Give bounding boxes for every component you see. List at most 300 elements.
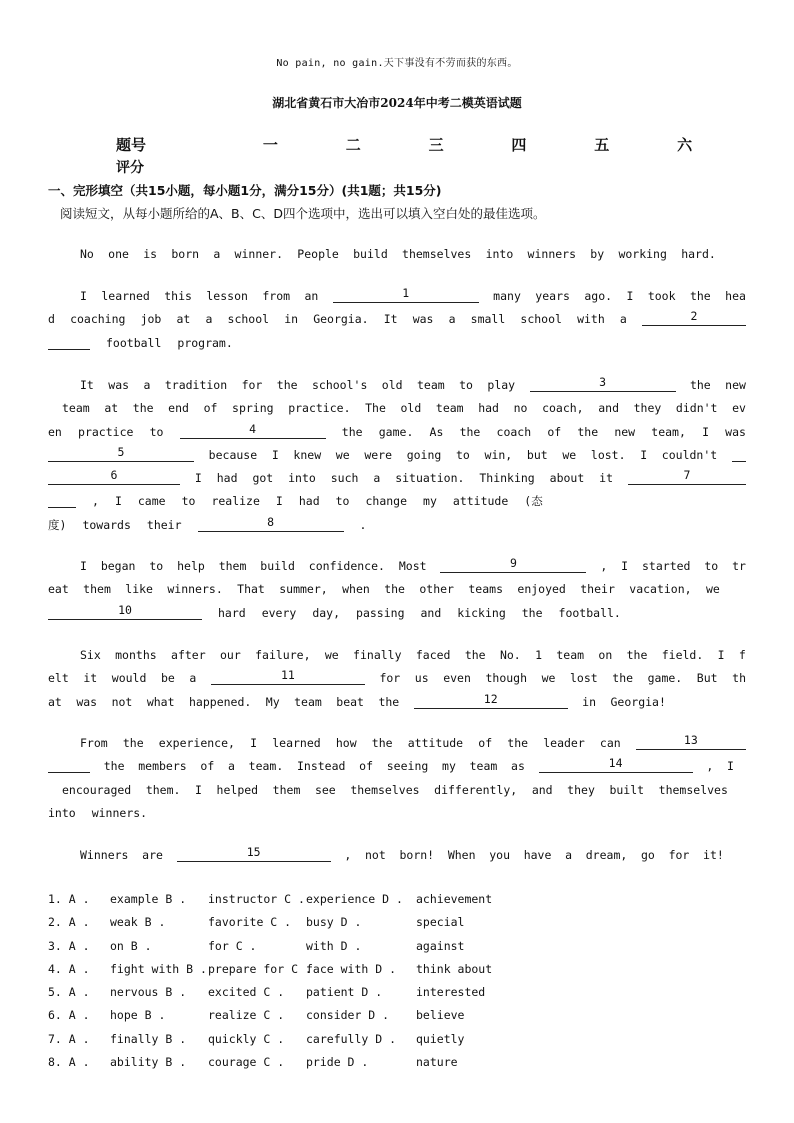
passage-word: a <box>619 312 627 327</box>
option-row <box>48 1004 568 1027</box>
option-number: 6. A . <box>48 1008 90 1023</box>
passage-word: team. <box>248 759 284 774</box>
passage-word: I <box>717 648 725 662</box>
passage-word: school <box>227 312 270 327</box>
passage-word: team <box>294 694 322 709</box>
option-d[interactable]: nature <box>416 1055 458 1070</box>
passage-word: a <box>373 471 381 486</box>
passage-word: built <box>609 782 645 797</box>
passage-word: with <box>577 312 605 327</box>
passage-line <box>48 555 746 578</box>
passage-word: game. <box>378 424 414 439</box>
option-d[interactable]: quietly <box>416 1031 465 1046</box>
passage-word: at <box>48 694 62 709</box>
passage-word: play <box>487 378 516 392</box>
blank-6[interactable]: 6 <box>48 467 180 485</box>
option-d[interactable]: against <box>416 938 465 953</box>
passage-word: were <box>364 447 393 462</box>
passage-word: but <box>526 447 548 462</box>
passage-word: No. <box>499 648 521 662</box>
passage-word: after <box>171 648 206 662</box>
passage-word: beat <box>336 694 364 709</box>
passage-word: have <box>523 848 552 862</box>
passage-word: , <box>344 848 352 862</box>
option-number: 3. A . <box>48 938 90 953</box>
score-column-6: 六 <box>677 136 693 154</box>
passage-word: help <box>177 559 205 573</box>
passage-word: the <box>341 424 363 439</box>
passage-word: them <box>83 582 111 597</box>
passage-word: it! <box>703 848 724 862</box>
passage-word: ev <box>732 401 746 416</box>
blank-14[interactable]: 14 <box>539 755 693 773</box>
blank-3[interactable]: 3 <box>530 374 676 392</box>
option-c[interactable]: consider D . <box>306 1008 390 1023</box>
option-c[interactable]: carefully D . <box>306 1031 397 1046</box>
passage-line <box>48 308 746 331</box>
section-instruction: 阅读短文，从每小题所给的A、B、C、D四个选项中，选出可以填入空白处的最佳选项。 <box>60 206 546 221</box>
passage-word: field. <box>661 648 704 662</box>
passage-word: When <box>447 848 476 862</box>
passage-word: build <box>260 559 295 573</box>
passage-word: the <box>464 648 486 662</box>
passage-word: tradition <box>164 378 228 392</box>
option-d[interactable]: think about <box>416 961 493 976</box>
passage-line: 度) towards their 8 . <box>48 514 746 537</box>
passage-word: ago. <box>584 289 613 303</box>
blank-9[interactable]: 9 <box>440 555 586 573</box>
passage-word: th <box>732 671 746 686</box>
blank-2[interactable]: 2 <box>642 308 746 326</box>
passage-word: the <box>521 605 543 620</box>
passage-word: other <box>419 582 454 597</box>
score-column-4: 四 <box>511 136 527 154</box>
option-a[interactable]: on B . <box>110 938 152 953</box>
passage-word: helped <box>216 782 259 797</box>
passage-word: People <box>297 247 339 261</box>
passage-word: a <box>565 848 573 862</box>
passage-word: change <box>365 494 408 509</box>
passage-word: football. <box>558 605 621 620</box>
passage-word: No <box>80 247 94 261</box>
passage-paragraph-3 <box>48 374 746 537</box>
passage-word: leader <box>543 736 585 750</box>
passage-word: kicking <box>457 605 506 620</box>
option-c[interactable]: face with D . <box>306 961 397 976</box>
passage-word: by <box>590 247 605 261</box>
passage-word: a <box>189 671 197 686</box>
passage-word: coach <box>496 424 532 439</box>
passage-word: born! <box>399 848 435 862</box>
passage-word: was <box>108 378 130 392</box>
passage-word: , <box>92 494 99 509</box>
passage-word: it <box>599 471 614 486</box>
passage-word: this <box>164 289 192 303</box>
passage-line <box>48 844 746 867</box>
passage-paragraph-4 <box>48 555 746 625</box>
blank-15[interactable]: 15 <box>177 844 331 862</box>
passage-word: born <box>171 247 200 261</box>
passage-word: had <box>216 471 238 486</box>
passage-word: program. <box>177 335 233 350</box>
passage-word: the <box>122 736 144 750</box>
score-table-header-row <box>116 134 726 155</box>
passage-word: coach, <box>542 401 584 416</box>
blank-1[interactable]: 1 <box>333 285 479 303</box>
blank-4[interactable]: 4 <box>180 421 326 439</box>
blank-2-continued[interactable] <box>48 332 90 350</box>
option-b[interactable]: favorite C . <box>208 915 292 930</box>
passage-paragraph-2 <box>48 285 746 355</box>
passage-word: it <box>83 671 98 686</box>
passage-word: into <box>288 471 316 486</box>
option-b[interactable]: prepare for C . <box>208 961 312 976</box>
blank-12[interactable]: 12 <box>414 691 568 709</box>
passage-word: they <box>633 401 662 416</box>
passage-word: can <box>599 736 621 750</box>
passage-line <box>48 644 746 667</box>
passage-word: we <box>705 582 720 597</box>
blank-8[interactable]: 8 <box>198 514 344 532</box>
passage-word: to <box>149 559 164 573</box>
passage-word: Six <box>80 648 101 662</box>
passage-line <box>48 578 746 601</box>
passage-word: old <box>400 401 422 416</box>
passage-line <box>48 421 746 444</box>
passage-paragraph-7 <box>48 844 746 867</box>
passage-word: end <box>168 401 189 416</box>
option-row <box>48 935 568 958</box>
passage-paragraph-1 <box>48 243 746 266</box>
passage-word: Georgia. <box>313 312 369 327</box>
passage-word: such <box>330 471 359 486</box>
passage-word: a <box>205 312 213 327</box>
passage-word: team, <box>651 424 686 439</box>
passage-word: their <box>580 582 615 597</box>
passage-word: and <box>531 782 553 797</box>
passage-word: you <box>489 848 510 862</box>
passage-word: themselves <box>350 782 420 797</box>
passage-word: faced <box>415 648 451 662</box>
passage-word: of <box>200 759 215 774</box>
passage-word: we <box>541 671 556 686</box>
option-a[interactable]: example B . <box>110 892 187 906</box>
passage-word: months <box>115 648 157 662</box>
passage-word: lesson <box>206 289 248 303</box>
passage-word: was <box>412 312 434 327</box>
passage-word: the <box>132 401 154 416</box>
option-b[interactable]: instructor C . <box>208 892 305 906</box>
passage-word: (态 <box>524 494 543 509</box>
passage-word: started <box>642 559 691 573</box>
passage-word: of <box>547 424 562 439</box>
passage-line <box>48 755 746 778</box>
passage-word: , <box>706 759 714 774</box>
passage-word: small <box>470 312 506 327</box>
blank-10[interactable]: 10 <box>48 602 202 620</box>
passage-line <box>48 467 746 490</box>
option-b[interactable]: courage C . <box>208 1055 285 1070</box>
passage-word: was <box>76 694 98 709</box>
option-c[interactable]: experience D . <box>306 892 403 906</box>
passage-word: Most <box>398 559 427 573</box>
passage-word: would <box>111 671 147 686</box>
passage-word: is <box>143 247 158 261</box>
passage-word: win, <box>484 447 513 462</box>
passage-word: eat <box>48 582 69 597</box>
option-a[interactable]: weak B . <box>110 915 166 930</box>
passage-word: had <box>298 494 320 509</box>
blank-7[interactable]: 7 <box>628 467 746 485</box>
option-a[interactable]: finally B . <box>110 1031 187 1046</box>
passage-word: years <box>535 289 570 303</box>
passage-word: as <box>511 759 525 774</box>
passage-word: took <box>647 289 676 303</box>
passage-word: and <box>598 401 619 416</box>
option-row <box>48 1051 568 1074</box>
passage-word: had <box>478 401 499 416</box>
passage-word: to <box>456 447 470 462</box>
passage-word: day, <box>312 605 341 620</box>
passage-word: I <box>80 559 87 573</box>
passage-word: teams <box>468 582 503 597</box>
option-b[interactable]: quickly C . <box>208 1031 285 1046</box>
passage-word: they <box>567 782 595 797</box>
option-number: 5. A . <box>48 985 90 1000</box>
passage-word: to <box>704 559 719 573</box>
passage-word: of <box>478 736 493 750</box>
passage-word: not <box>365 848 386 862</box>
passage-word: for <box>668 848 690 862</box>
passage-word: team <box>62 401 90 416</box>
passage-word: to <box>335 494 350 509</box>
passage-word: It <box>383 312 398 327</box>
passage-word: encouraged <box>62 782 132 797</box>
option-number: 2. A . <box>48 915 90 930</box>
option-d[interactable]: interested <box>416 985 486 1000</box>
passage-word: I <box>271 447 279 462</box>
blank-13[interactable]: 13 <box>636 732 746 750</box>
passage-word: lost. <box>590 447 626 462</box>
passage-line <box>48 285 746 308</box>
passage-word: because <box>208 447 258 462</box>
option-number: 1. A . <box>48 892 90 906</box>
passage-paragraph-6 <box>48 732 746 825</box>
passage-word: a <box>227 759 235 774</box>
passage-word: of <box>359 759 374 774</box>
section-heading: 一、完形填空（共15小题，每小题1分，满分15分）(共1题；共15分) <box>48 183 442 198</box>
passage-word: 度) <box>48 517 67 532</box>
passage-word: in <box>284 312 299 327</box>
passage-line <box>48 444 746 467</box>
option-number: 4. A . <box>48 961 90 976</box>
blank-5[interactable]: 5 <box>48 444 194 462</box>
option-d[interactable]: believe <box>416 1008 465 1023</box>
passage-word: experience, <box>158 736 235 750</box>
passage-line <box>48 732 746 755</box>
passage-word: the <box>577 424 599 439</box>
passage-word: vacation, <box>629 582 692 597</box>
blank-13-continued[interactable] <box>48 755 90 773</box>
passage-word: a <box>143 378 151 392</box>
passage-word: 1 <box>535 648 543 662</box>
passage-word: into <box>48 805 76 820</box>
passage-word: going <box>406 447 442 462</box>
passage-word: a <box>213 247 221 261</box>
passage-line <box>48 397 746 420</box>
passage-word: confidence. <box>308 559 385 573</box>
exam-title: 湖北省黄石市大冶市2024年中考二模英语试题 <box>272 96 522 110</box>
passage-word: knew <box>293 447 322 462</box>
option-row <box>48 911 568 934</box>
passage-word: my <box>442 759 456 774</box>
passage-word: a <box>448 312 456 327</box>
option-a[interactable]: fight with B . <box>110 961 207 976</box>
passage-word: I <box>80 289 87 303</box>
passage-word: winners <box>527 247 577 261</box>
passage-word: attitude <box>407 736 464 750</box>
option-c[interactable]: pride D . <box>306 1055 369 1070</box>
passage-word: I <box>194 471 202 486</box>
passage-word: at <box>104 401 119 416</box>
passage-word: Winners <box>80 848 129 862</box>
passage-word: the <box>507 736 529 750</box>
option-d[interactable]: achievement <box>416 892 493 906</box>
option-row <box>48 981 568 1004</box>
passage-word: from <box>262 289 291 303</box>
passage-word: go <box>641 848 655 862</box>
passage-word: spring <box>232 401 274 416</box>
option-b[interactable]: for C . <box>208 938 257 953</box>
option-b[interactable]: excited C . <box>208 985 285 1000</box>
passage-word: My <box>265 694 280 709</box>
passage-word: them <box>218 559 247 573</box>
passage-word: us <box>414 671 429 686</box>
passage-word: be <box>160 671 175 686</box>
passage-line <box>48 667 746 690</box>
passage-word: practice <box>78 424 134 439</box>
passage-word: was <box>725 424 746 439</box>
passage-word: we <box>335 447 350 462</box>
option-d[interactable]: special <box>416 915 465 930</box>
passage-word: realize <box>211 494 260 509</box>
passage-word: f <box>738 648 746 662</box>
passage-word: passing <box>356 605 405 620</box>
option-c[interactable]: patient D . <box>306 985 383 1000</box>
passage-word: the <box>689 378 711 392</box>
passage-word: new <box>614 424 636 439</box>
passage-word: hard <box>218 605 246 620</box>
passage-word: coaching <box>70 312 126 327</box>
passage-word: didn't <box>675 401 718 416</box>
passage-word: though <box>485 671 528 686</box>
passage-word: we <box>562 447 577 462</box>
score-column-1: 一 <box>262 136 278 154</box>
score-table-score-label: 评分 <box>116 160 144 176</box>
score-column-2: 二 <box>345 136 361 154</box>
passage-word: see <box>314 782 336 797</box>
passage-line <box>48 691 746 714</box>
option-row <box>48 958 568 981</box>
option-b[interactable]: realize C . <box>208 1008 285 1023</box>
blank-6-start[interactable] <box>732 444 746 462</box>
passage-word: the <box>626 648 648 662</box>
passage-word: From <box>80 736 108 750</box>
passage-word: , <box>600 559 608 573</box>
passage-word: in <box>582 694 597 709</box>
passage-word: members <box>138 759 187 774</box>
blank-7-continued[interactable] <box>48 490 76 508</box>
passage-line <box>48 779 746 802</box>
passage-word: of <box>203 401 218 416</box>
passage-word: practice. <box>288 401 351 416</box>
passage-word: the <box>103 759 125 774</box>
passage-word: one <box>108 247 129 261</box>
passage-word: began <box>100 559 136 573</box>
passage-word: game. <box>647 671 683 686</box>
passage-word: learned <box>101 289 150 303</box>
passage-word: every <box>261 605 297 620</box>
passage-word: It <box>80 378 94 392</box>
option-row <box>48 1028 568 1051</box>
passage-word: couldn't <box>661 447 718 462</box>
option-row <box>48 888 568 911</box>
passage-word: I <box>195 782 202 797</box>
passage-word: football <box>106 335 162 350</box>
passage-word: when <box>342 582 370 597</box>
option-a[interactable]: ability B . <box>110 1055 187 1070</box>
option-c[interactable]: busy D . <box>306 915 362 930</box>
passage-word: team <box>556 648 585 662</box>
passage-word: But <box>696 671 718 686</box>
passage-word: the <box>378 694 400 709</box>
passage-word: are <box>142 848 163 862</box>
passage-word: differently, <box>434 782 518 797</box>
option-c[interactable]: with D . <box>306 938 362 953</box>
passage-word: tr <box>732 559 746 573</box>
blank-11[interactable]: 11 <box>211 667 365 685</box>
passage-word: towards <box>82 517 131 532</box>
passage-word: Instead <box>296 759 346 774</box>
passage-word: enjoyed <box>517 582 566 597</box>
passage-word: our <box>219 648 241 662</box>
passage-word: and <box>420 605 442 620</box>
passage-word: for <box>379 671 401 686</box>
passage-word: the <box>384 582 405 597</box>
score-table-row-label: 题号 <box>116 136 147 154</box>
passage-line <box>48 602 746 625</box>
passage-word: happened. <box>189 694 252 709</box>
passage-word: to <box>459 378 473 392</box>
passage-word: came <box>137 494 166 509</box>
passage-word: the <box>612 671 634 686</box>
passage-word: seeing <box>386 759 429 774</box>
option-a[interactable]: hope B . <box>110 1008 166 1023</box>
passage-word: lost <box>570 671 598 686</box>
passage-word: to <box>181 494 196 509</box>
passage-word: at <box>176 312 191 327</box>
passage-word: winner. <box>234 247 284 261</box>
passage-word: for <box>241 378 263 392</box>
passage-word: I <box>275 494 283 509</box>
score-column-3: 三 <box>428 136 444 154</box>
passage-paragraph-5 <box>48 644 746 714</box>
passage-line <box>48 490 746 513</box>
passage-word: their <box>146 517 182 532</box>
passage-word: The <box>365 401 386 416</box>
passage-word: build <box>353 247 388 261</box>
option-a[interactable]: nervous B . <box>110 985 187 1000</box>
